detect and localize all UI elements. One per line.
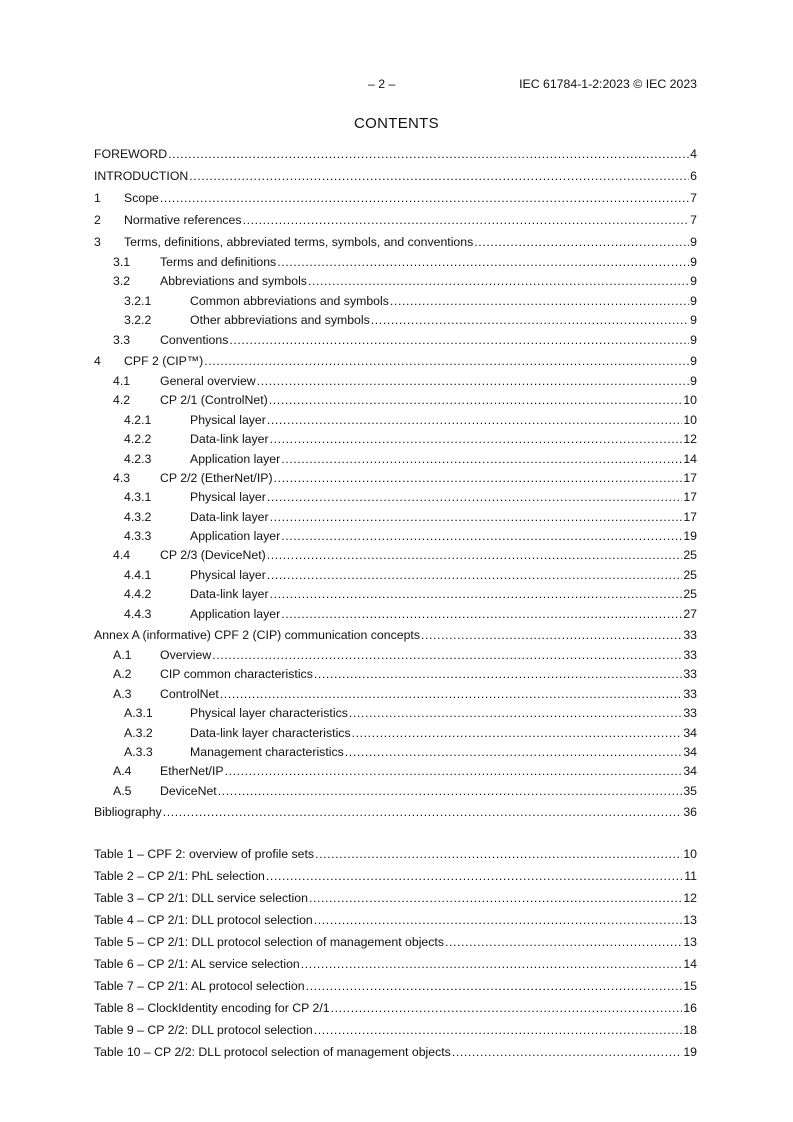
toc-entry[interactable] — [94, 724, 697, 743]
dot-leader — [160, 187, 689, 209]
dot-leader — [225, 762, 683, 781]
entry-page: 7 — [690, 213, 697, 227]
table-list-entry[interactable] — [94, 1041, 697, 1063]
entry-title: Table 9 – CP 2/2: DLL protocol selection — [94, 1023, 313, 1037]
table-list-entry[interactable] — [94, 997, 697, 1019]
dot-leader — [390, 292, 689, 311]
toc-entry[interactable] — [94, 253, 697, 272]
entry-page: 15 — [683, 979, 697, 993]
table-list-entry[interactable] — [94, 865, 697, 887]
dot-leader — [270, 585, 683, 604]
dot-leader — [421, 624, 682, 646]
entry-title: Overview — [160, 648, 212, 663]
entry-number: A.3.3 — [124, 744, 153, 759]
entry-page: 33 — [683, 686, 697, 701]
table-list-entry[interactable] — [94, 843, 697, 865]
entry-number: 4.3 — [113, 470, 131, 485]
dot-leader — [218, 782, 683, 801]
entry-number: A.3.1 — [124, 706, 153, 721]
entry-page: 33 — [683, 628, 697, 643]
dot-leader — [274, 469, 683, 488]
entry-title: CP 2/2 (EtherNet/IP) — [160, 470, 273, 485]
entry-page: 33 — [683, 706, 697, 721]
table-list-entry[interactable] — [94, 931, 697, 953]
list-of-tables — [94, 843, 697, 1063]
entry-number: 4.2 — [113, 393, 131, 408]
entry-title: Application layer — [190, 606, 281, 621]
dot-leader — [474, 231, 689, 253]
entry-page: 9 — [690, 293, 697, 308]
table-list-entry[interactable] — [94, 887, 697, 909]
toc-entry[interactable] — [94, 187, 697, 209]
entry-number: 4.2.1 — [124, 412, 152, 427]
entry-number: 3.2.1 — [124, 293, 152, 308]
entry-page: 12 — [683, 891, 697, 905]
dot-leader — [257, 372, 689, 391]
entry-title: Data-link layer — [190, 509, 269, 524]
dot-leader — [301, 953, 683, 975]
entry-title: Table 5 – CP 2/1: DLL protocol selection of management objects — [94, 935, 444, 949]
entry-page: 19 — [683, 529, 697, 544]
entry-number: 4.3.3 — [124, 529, 152, 544]
entry-title: Table 3 – CP 2/1: DLL service selection — [94, 891, 308, 905]
toc-entry[interactable] — [94, 350, 697, 372]
entry-page: 9 — [690, 274, 697, 289]
entry-title: Data-link layer — [190, 432, 269, 447]
table-list-entry[interactable] — [94, 909, 697, 931]
entry-title: Table 6 – CP 2/1: AL service selection — [94, 957, 300, 971]
entry-number: 4 — [94, 353, 101, 368]
toc-entry[interactable] — [94, 372, 697, 391]
entry-page: 6 — [690, 169, 697, 183]
entry-page: 9 — [690, 255, 697, 269]
dot-leader — [168, 143, 689, 165]
table-of-contents — [94, 143, 697, 823]
entry-title: Abbreviations and symbols — [160, 274, 307, 289]
entry-number: 3.3 — [113, 332, 131, 347]
entry-page: 33 — [683, 667, 697, 682]
dot-leader — [269, 391, 683, 410]
toc-entry[interactable] — [94, 743, 697, 762]
toc-entry[interactable] — [94, 585, 697, 604]
entry-title: Table 10 – CP 2/2: DLL protocol selection of management objects — [94, 1045, 451, 1059]
dot-leader — [281, 605, 682, 624]
toc-entry[interactable] — [94, 411, 697, 430]
entry-page: 17 — [683, 509, 697, 524]
entry-page: 17 — [683, 470, 697, 485]
entry-page: 14 — [683, 451, 697, 466]
dot-leader — [314, 1019, 683, 1041]
entry-page: 27 — [683, 606, 697, 621]
toc-entry[interactable] — [94, 430, 697, 449]
entry-title: Normative references — [124, 213, 242, 227]
toc-entry[interactable] — [94, 292, 697, 311]
dot-leader — [315, 843, 682, 865]
table-list-entry[interactable] — [94, 1019, 697, 1041]
toc-entry[interactable] — [94, 527, 697, 546]
entry-title: Other abbreviations and symbols — [190, 313, 370, 328]
dot-leader — [452, 1041, 682, 1063]
toc-entry[interactable] — [94, 488, 697, 507]
entry-title: CP 2/1 (ControlNet) — [160, 393, 268, 408]
toc-entry[interactable] — [94, 605, 697, 624]
entry-title: INTRODUCTION — [94, 169, 189, 183]
entry-page: 25 — [683, 548, 697, 563]
dot-leader — [189, 165, 689, 187]
dot-leader — [445, 931, 682, 953]
toc-entry[interactable] — [94, 646, 697, 665]
entry-title: CP 2/3 (DeviceNet) — [160, 548, 266, 563]
entry-page: 19 — [683, 1045, 697, 1059]
entry-title: Terms and definitions — [160, 255, 277, 269]
entry-title: CIP common characteristics — [160, 667, 313, 682]
dot-leader — [270, 508, 683, 527]
entry-number: 4.1 — [113, 373, 131, 388]
entry-page: 9 — [690, 332, 697, 347]
entry-number: A.1 — [113, 648, 132, 663]
entry-title: Physical layer — [190, 412, 266, 427]
entry-number: A.3 — [113, 686, 132, 701]
entry-title: Annex A (informative) CPF 2 (CIP) communication concepts — [94, 628, 420, 643]
dot-leader — [349, 704, 682, 723]
entry-title: Physical layer characteristics — [190, 706, 348, 721]
toc-entry[interactable] — [94, 469, 697, 488]
toc-entry[interactable] — [94, 546, 697, 565]
entry-title: Table 7 – CP 2/1: AL protocol selection — [94, 979, 305, 993]
entry-title: Management characteristics — [190, 744, 344, 759]
dot-leader — [308, 272, 689, 291]
dot-leader — [229, 331, 689, 350]
toc-entry[interactable] — [94, 685, 697, 704]
dot-leader — [204, 350, 689, 372]
entry-title: FOREWORD — [94, 147, 168, 161]
entry-number: 3 — [94, 235, 101, 249]
entry-page: 10 — [683, 412, 697, 427]
entry-number: A.2 — [113, 667, 132, 682]
toc-entry[interactable] — [94, 165, 697, 187]
entry-page: 17 — [683, 490, 697, 505]
toc-entry[interactable] — [94, 704, 697, 723]
entry-page: 34 — [683, 764, 697, 779]
entry-title: EtherNet/IP — [160, 764, 224, 779]
entry-title: Common abbreviations and symbols — [190, 293, 389, 308]
table-list-entry[interactable] — [94, 975, 697, 997]
entry-number: 4.2.3 — [124, 451, 152, 466]
toc-entry[interactable] — [94, 450, 697, 469]
entry-title: Physical layer — [190, 490, 266, 505]
entry-number: 4.4.1 — [124, 567, 152, 582]
entry-title: Conventions — [160, 332, 229, 347]
dot-leader — [345, 743, 683, 762]
dot-leader — [281, 450, 682, 469]
dot-leader — [267, 411, 682, 430]
dot-leader — [266, 865, 683, 887]
entry-number: 4.4.3 — [124, 606, 152, 621]
toc-entry[interactable] — [94, 231, 697, 253]
entry-page: 9 — [690, 353, 697, 368]
dot-leader — [331, 997, 683, 1019]
entry-page: 14 — [683, 957, 697, 971]
entry-title: DeviceNet — [160, 783, 217, 798]
dot-leader — [212, 646, 682, 665]
toc-entry[interactable] — [94, 272, 697, 291]
entry-page: 9 — [690, 235, 697, 249]
toc-entry[interactable] — [94, 566, 697, 585]
dot-leader — [352, 724, 683, 743]
toc-entry[interactable] — [94, 782, 697, 801]
entry-number: 4.3.2 — [124, 509, 152, 524]
toc-entry[interactable] — [94, 391, 697, 410]
dot-leader — [267, 566, 682, 585]
entry-number: 3.1 — [113, 255, 131, 269]
page-number-header: – 2 – — [368, 77, 396, 91]
entry-title: Bibliography — [94, 805, 162, 820]
entry-page: 10 — [683, 393, 697, 408]
toc-entry[interactable] — [94, 624, 697, 646]
page-title: CONTENTS — [354, 115, 439, 132]
entry-number: 3.2 — [113, 274, 131, 289]
entry-page: 33 — [683, 648, 697, 663]
entry-page: 11 — [684, 869, 697, 883]
entry-title: ControlNet — [160, 686, 219, 701]
entry-number: 4.4.2 — [124, 587, 152, 602]
entry-number: 4.2.2 — [124, 432, 152, 447]
entry-page: 35 — [683, 783, 697, 798]
entry-page: 34 — [683, 744, 697, 759]
toc-entry[interactable] — [94, 762, 697, 781]
toc-entry[interactable] — [94, 331, 697, 350]
entry-page: 10 — [683, 847, 697, 861]
dot-leader — [163, 801, 683, 823]
entry-title: Table 2 – CP 2/1: PhL selection — [94, 869, 265, 883]
entry-title: Physical layer — [190, 567, 266, 582]
entry-page: 16 — [683, 1001, 697, 1015]
entry-page: 18 — [683, 1023, 697, 1037]
toc-entry[interactable] — [94, 801, 697, 823]
entry-title: Application layer — [190, 529, 281, 544]
dot-leader — [270, 430, 683, 449]
dot-leader — [267, 546, 683, 565]
toc-entry[interactable] — [94, 311, 697, 330]
entry-number: 3.2.2 — [124, 313, 152, 328]
entry-page: 25 — [683, 567, 697, 582]
toc-entry[interactable] — [94, 508, 697, 527]
dot-leader — [306, 975, 683, 997]
entry-page: 25 — [683, 587, 697, 602]
dot-leader — [267, 488, 682, 507]
entry-title: Terms, definitions, abbreviated terms, symbols, and conventions — [124, 235, 474, 249]
table-list-entry[interactable] — [94, 953, 697, 975]
entry-title: Application layer — [190, 451, 281, 466]
entry-number: A.3.2 — [124, 725, 153, 740]
entry-title: Table 1 – CPF 2: overview of profile sets — [94, 847, 315, 861]
dot-leader — [314, 665, 682, 684]
entry-title: Scope — [124, 191, 159, 205]
entry-title: Table 4 – CP 2/1: DLL protocol selection — [94, 913, 313, 927]
dot-leader — [314, 909, 683, 931]
entry-number: 4.3.1 — [124, 490, 152, 505]
toc-entry[interactable] — [94, 665, 697, 684]
entry-page: 9 — [690, 313, 697, 328]
entry-page: 36 — [683, 805, 697, 820]
entry-title: General overview — [160, 373, 256, 388]
dot-leader — [220, 685, 683, 704]
entry-number: 4.4 — [113, 548, 131, 563]
entry-title: Table 8 – ClockIdentity encoding for CP 2/1 — [94, 1001, 330, 1015]
entry-number: 1 — [94, 191, 101, 205]
entry-page: 4 — [690, 147, 697, 161]
dot-leader — [371, 311, 689, 330]
entry-page: 13 — [683, 935, 697, 949]
entry-page: 13 — [683, 913, 697, 927]
entry-number: A.5 — [113, 783, 132, 798]
entry-title: Data-link layer characteristics — [190, 725, 351, 740]
toc-entry[interactable] — [94, 209, 697, 231]
entry-page: 7 — [690, 191, 697, 205]
dot-leader — [281, 527, 682, 546]
entry-title: CPF 2 (CIP™) — [124, 353, 204, 368]
entry-page: 9 — [690, 373, 697, 388]
dot-leader — [309, 887, 682, 909]
entry-number: A.4 — [113, 764, 132, 779]
dot-leader — [277, 253, 689, 272]
entry-page: 12 — [683, 432, 697, 447]
toc-entry[interactable] — [94, 143, 697, 165]
entry-title: Data-link layer — [190, 587, 269, 602]
dot-leader — [243, 209, 690, 231]
entry-page: 34 — [683, 725, 697, 740]
entry-number: 2 — [94, 213, 101, 227]
document-id-header: IEC 61784-1-2:2023 © IEC 2023 — [519, 77, 697, 91]
